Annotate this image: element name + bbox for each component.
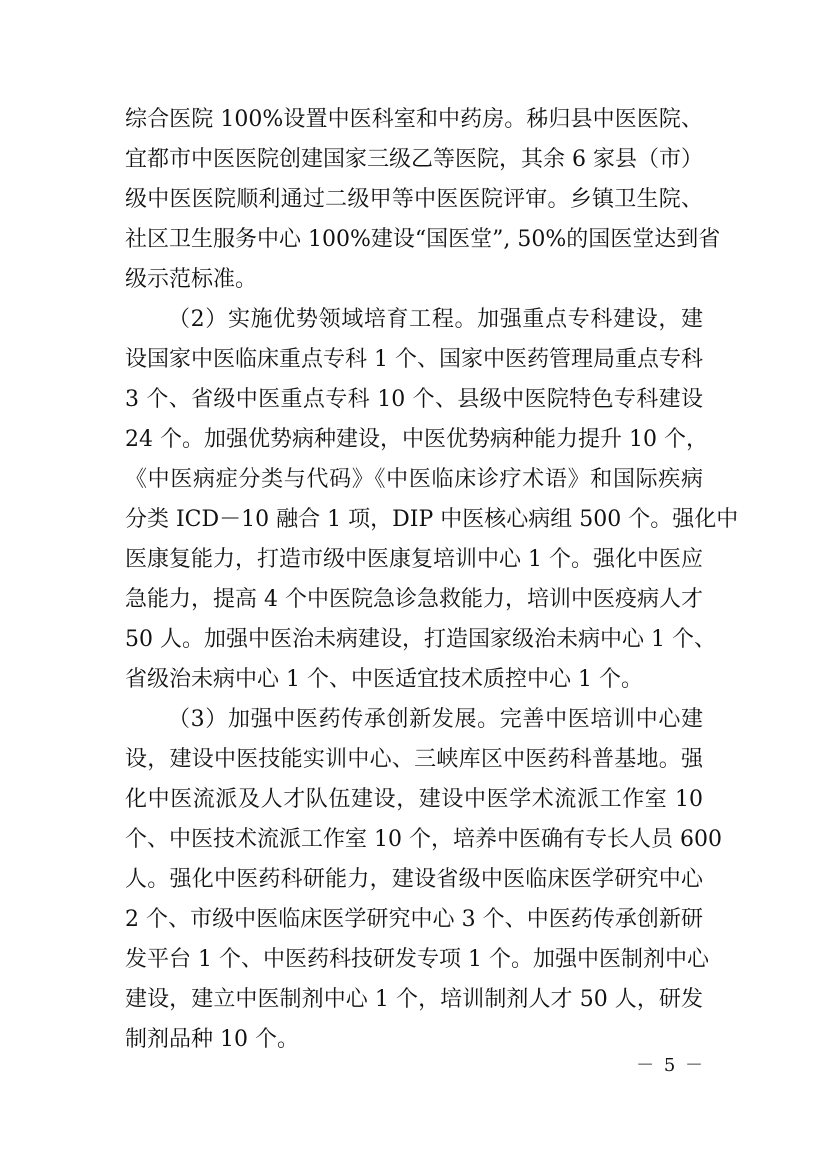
text-line: 级示范标准。 [125,267,258,292]
text-line: 医康复能力，打造市级中医康复培训中心 1 个。强化中医应 [125,547,703,572]
text-line: 发平台 1 个、中医药科技研发专项 1 个。加强中医制剂中心 [125,947,709,972]
text-line: 24 个。加强优势病种建设，中医优势病种能力提升 10 个， [125,427,708,452]
paragraph-3-heading-line: （3）加强中医药传承创新发展。完善中医培训中心建 [168,707,703,732]
text-line: 制剂品种 10 个。 [125,1027,299,1052]
text-line: 急能力，提高 4 个中医院急诊急救能力，培训中医疫病人才 [125,587,703,612]
text-line: 社区卫生服务中心 100%建设“国医堂”, 50%的国医堂达到省 [125,227,721,252]
text-line: 建设，建立中医制剂中心 1 个，培训制剂人才 50 人，研发 [125,987,703,1012]
text-line: 综合医院 100%设置中医科室和中药房。秭归县中医医院、 [125,107,703,132]
text-line: 3 个、省级中医重点专科 10 个、县级中医院特色专科建设 [125,387,703,412]
text-line: 50 人。加强中医治未病建设，打造国家级治未病中心 1 个、 [125,627,716,652]
text-line: 省级治未病中心 1 个、中医适宜技术质控中心 1 个。 [125,667,643,692]
text-line: 设，建设中医技能实训中心、三峡库区中医药科普基地。强 [125,747,703,772]
text-line: 2 个、市级中医临床医学研究中心 3 个、中医药传承创新研 [125,907,703,932]
text-line: 级中医医院顺利通过二级甲等中医医院评审。乡镇卫生院、 [125,187,703,212]
text-line: 分类 ICD－10 融合 1 项，DIP 中医核心病组 500 个。强化中 [125,507,739,532]
text-line: 《中医病症分类与代码》《中医临床诊疗术语》和国际疾病 [125,467,703,492]
text-line: 宜都市中医医院创建国家三级乙等医院，其余 6 家县（市） [125,147,703,172]
text-line: 化中医流派及人才队伍建设，建设中医学术流派工作室 10 [125,787,703,812]
paragraph-2-heading-line: （2）实施优势领域培育工程。加强重点专科建设，建 [168,307,703,332]
text-line: 设国家中医临床重点专科 1 个、国家中医药管理局重点专科 [125,347,703,372]
text-line: 个、中医技术流派工作室 10 个，培养中医确有专长人员 600 [125,827,722,852]
page-number: － 5 － [636,1055,705,1076]
text-line: 人。强化中医药科研能力，建设省级中医临床医学研究中心 [125,867,703,892]
